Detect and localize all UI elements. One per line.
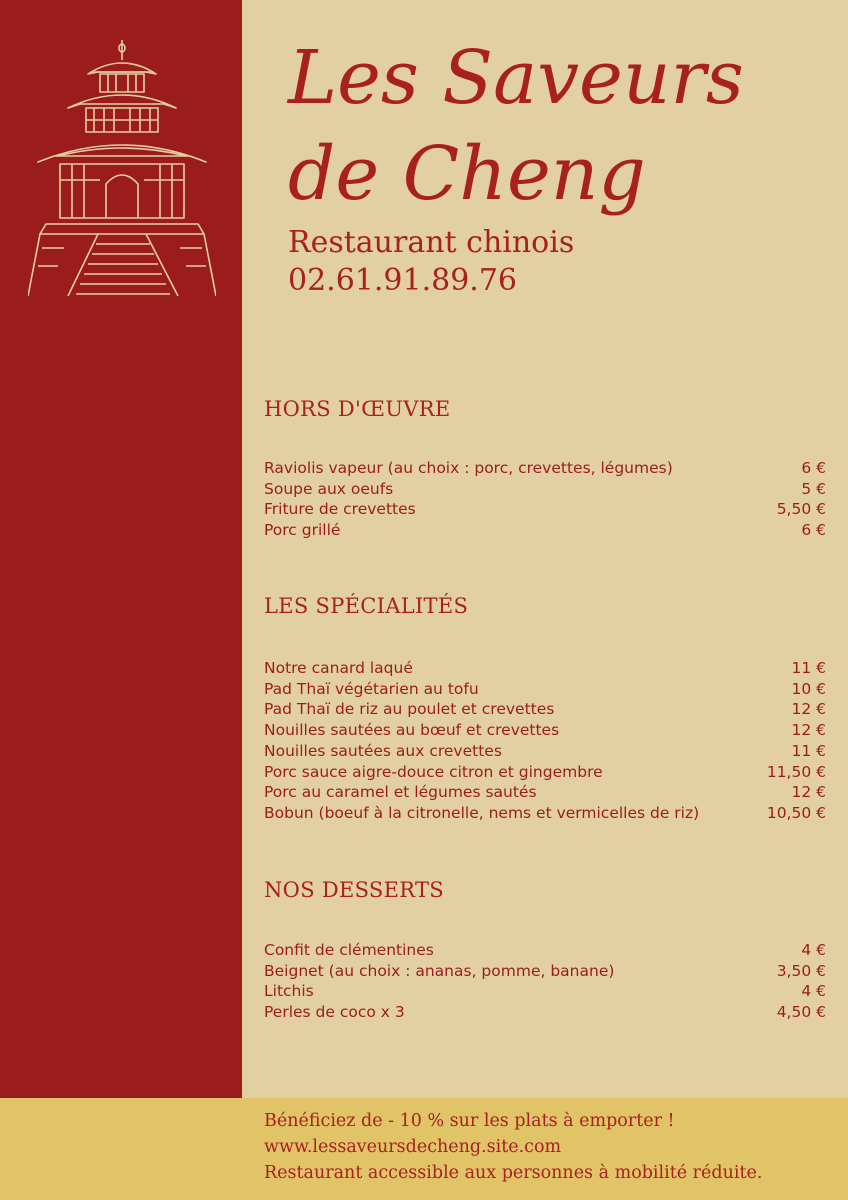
dish-name: Raviolis vapeur (au choix : porc, crevettes, légumes) [264, 459, 673, 477]
dish-name: Nouilles sautées aux crevettes [264, 741, 502, 760]
dish-name: Notre canard laqué [264, 659, 413, 677]
dish-name: Porc sauce aigre-douce citron et gingembre [264, 762, 603, 781]
dish-price: 4 € [801, 941, 826, 959]
dish-price: 12 € [791, 721, 826, 740]
menu-item [264, 699, 826, 720]
menu-item [264, 782, 826, 803]
menu-item [264, 499, 826, 520]
menu-item [264, 720, 826, 741]
menu-item [264, 961, 826, 982]
dish-price: 6 € [801, 521, 826, 540]
dish-price: 11,50 € [766, 762, 826, 781]
dish-name: Pad Thaï végétarien au tofu [264, 679, 479, 698]
menu-item [264, 741, 826, 762]
menu-item [264, 658, 826, 679]
dish-name: Soupe aux oeufs [264, 479, 394, 498]
dish-price: 6 € [801, 459, 826, 477]
dish-price: 11 € [791, 659, 826, 677]
dish-name: Nouilles sautées au bœuf et crevettes [264, 721, 560, 740]
dish-name: Friture de crevettes [264, 500, 416, 519]
pagoda-illustration [28, 38, 216, 300]
menu-item [264, 940, 826, 961]
dish-name: Bobun (boeuf à la citronelle, nems et vermicelles de riz) [264, 803, 700, 822]
restaurant-title [288, 30, 828, 222]
menu-item [264, 520, 826, 541]
dish-price: 4 € [801, 982, 826, 1001]
dish-name: Beignet (au choix : ananas, pomme, banane) [264, 961, 615, 980]
dish-price: 11 € [791, 741, 826, 760]
menu-item [264, 679, 826, 700]
accessibility-note: Restaurant accessible aux personnes à mobilité réduite. [264, 1163, 763, 1183]
section-heading: LES SPÉCIALITÉS [264, 594, 469, 618]
dish-name: Perles de coco x 3 [264, 1003, 405, 1022]
dish-price: 3,50 € [776, 961, 826, 980]
left-red-band [0, 0, 242, 1098]
dish-price: 12 € [791, 700, 826, 719]
footer-text [264, 1108, 834, 1186]
footer-band [0, 1098, 848, 1200]
title-line-1: Les Saveurs [288, 35, 744, 121]
title-line-2: de Cheng [288, 131, 646, 217]
dish-name: Pad Thaï de riz au poulet et crevettes [264, 700, 555, 719]
section-heading: NOS DESSERTS [264, 878, 444, 902]
menu-list [264, 458, 826, 541]
dish-price: 10 € [791, 679, 826, 698]
menu-item [264, 458, 826, 479]
website-link[interactable]: www.lessaveursdecheng.site.com [264, 1137, 562, 1157]
menu-item [264, 981, 826, 1002]
section-specialites [264, 593, 826, 822]
dish-price: 12 € [791, 783, 826, 802]
dish-price: 4,50 € [776, 1003, 826, 1022]
section-desserts [264, 877, 826, 1022]
menu-item [264, 762, 826, 783]
phone-number: 02.61.91.89.76 [288, 263, 518, 298]
section-heading: HORS D'ŒUVRE [264, 397, 451, 421]
dish-name: Porc au caramel et légumes sautés [264, 783, 537, 802]
section-hors-doeuvre [264, 396, 826, 540]
dish-price: 5 € [801, 479, 826, 498]
menu-item [264, 803, 826, 824]
restaurant-subtitle [288, 224, 828, 300]
dish-name: Confit de clémentines [264, 941, 434, 959]
dish-price: 5,50 € [776, 500, 826, 519]
dish-name: Litchis [264, 982, 314, 1001]
menu-item [264, 479, 826, 500]
dish-price: 10,50 € [766, 803, 826, 822]
dish-name: Porc grillé [264, 521, 341, 540]
promo-text: Bénéficiez de - 10 % sur les plats à emporter ! [264, 1111, 675, 1131]
menu-list [264, 658, 826, 824]
menu-item [264, 1002, 826, 1023]
restaurant-type: Restaurant chinois [288, 225, 575, 260]
menu-list [264, 940, 826, 1023]
